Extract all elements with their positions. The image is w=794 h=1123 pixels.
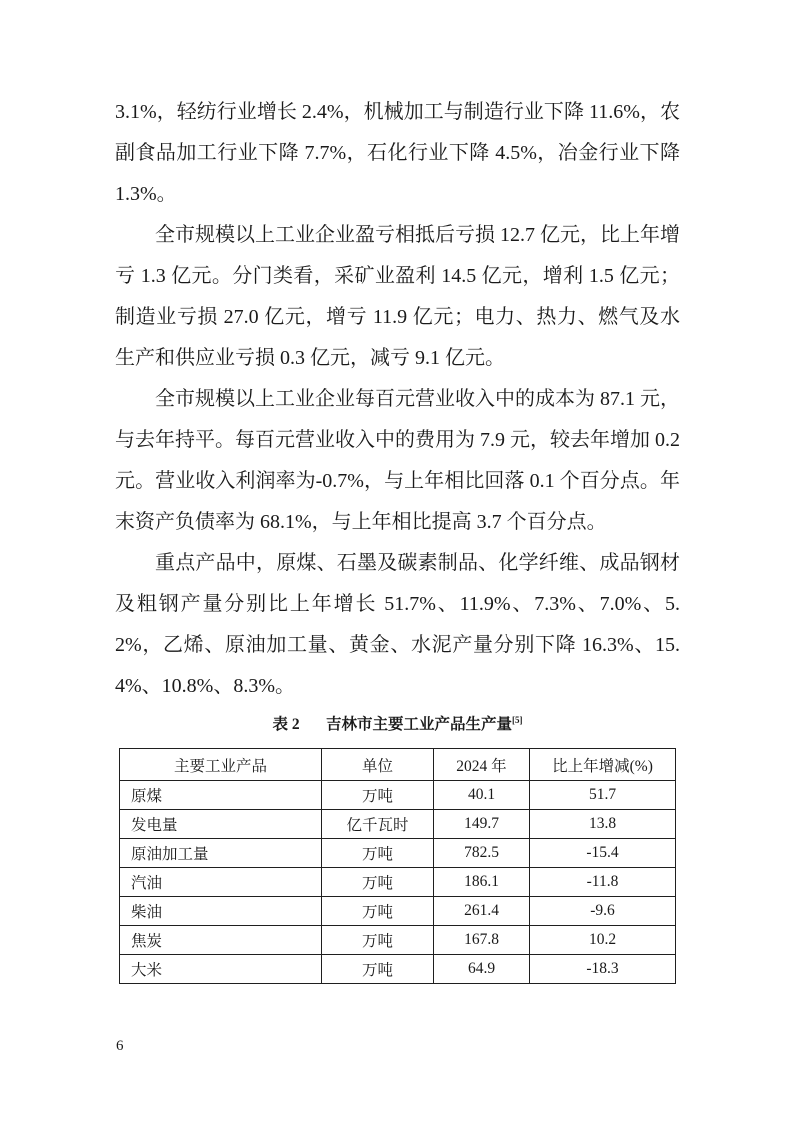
- column-header-4: 比上年增减(%): [530, 749, 676, 781]
- value-2024: 149.7: [434, 810, 530, 839]
- table-footnote-ref: [5]: [512, 714, 523, 725]
- table-label: 表 2: [272, 716, 300, 733]
- value-2024: 64.9: [434, 955, 530, 984]
- table-row-6: [120, 926, 676, 955]
- table-row-5: [120, 897, 676, 926]
- value-2024: 40.1: [434, 781, 530, 810]
- column-header-1: 主要工业产品: [120, 749, 322, 781]
- yoy-change: 51.7: [530, 781, 676, 810]
- value-2024: 261.4: [434, 897, 530, 926]
- table-row-4: [120, 868, 676, 897]
- value-2024: 186.1: [434, 868, 530, 897]
- product-name: 焦炭: [120, 926, 322, 955]
- unit: 万吨: [322, 781, 434, 810]
- industrial-products-table: [119, 748, 676, 984]
- table-header: [120, 749, 676, 781]
- unit: 万吨: [322, 839, 434, 868]
- unit: 万吨: [322, 955, 434, 984]
- paragraph-4: 重点产品中，原煤、石墨及碳素制品、化学纤维、成品钢材及粗钢产量分别比上年增长 51.7%、11.9%、7.3%、7.0%、5.2%，乙烯、原油加工量、黄金、水泥产量分别下降 16.3%、15.4%、10.8%、8.3%。: [115, 552, 680, 697]
- header-row: [120, 749, 676, 781]
- column-header-3: 2024 年: [434, 749, 530, 781]
- paragraph-2: 全市规模以上工业企业盈亏相抵后亏损 12.7 亿元，比上年增亏 1.3 亿元。分门类看，采矿业盈利 14.5 亿元，增利 1.5 亿元；制造业亏损 27.0 亿元，增亏 11.9 亿元；电力、热力、燃气及水生产和供应业亏损 0.3 亿元，减亏 9.1 亿元。: [115, 224, 680, 369]
- paragraph-1: 3.1%，轻纺行业增长 2.4%，机械加工与制造行业下降 11.6%，农副食品加工行业下降 7.7%，石化行业下降 4.5%，冶金行业下降 1.3%。: [115, 101, 680, 205]
- table-row-3: [120, 839, 676, 868]
- product-name: 大米: [120, 955, 322, 984]
- unit: 万吨: [322, 926, 434, 955]
- product-name: 原油加工量: [120, 839, 322, 868]
- yoy-change: 13.8: [530, 810, 676, 839]
- body-paragraphs: [115, 92, 680, 707]
- product-name: 发电量: [120, 810, 322, 839]
- table-row-1: [120, 781, 676, 810]
- yoy-change: 10.2: [530, 926, 676, 955]
- product-name: 原煤: [120, 781, 322, 810]
- column-header-2: 单位: [322, 749, 434, 781]
- yoy-change: -18.3: [530, 955, 676, 984]
- paragraph-3: 全市规模以上工业企业每百元营业收入中的成本为 87.1 元，与去年持平。每百元营业收入中的费用为 7.9 元，较去年增加 0.2 元。营业收入利润率为-0.7%，与上年相比回落 0.1 个百分点。年末资产负债率为 68.1%，与上年相比提高 3.7 个百分点。: [115, 388, 680, 533]
- table-caption: [115, 714, 680, 736]
- unit: 万吨: [322, 897, 434, 926]
- page-content: [115, 92, 680, 984]
- yoy-change: -15.4: [530, 839, 676, 868]
- page-number: 6: [116, 1038, 124, 1054]
- unit: 万吨: [322, 868, 434, 897]
- yoy-change: -9.6: [530, 897, 676, 926]
- unit: 亿千瓦时: [322, 810, 434, 839]
- table-row-7: [120, 955, 676, 984]
- table-body: [120, 781, 676, 984]
- product-name: 柴油: [120, 897, 322, 926]
- product-name: 汽油: [120, 868, 322, 897]
- value-2024: 782.5: [434, 839, 530, 868]
- table-row-2: [120, 810, 676, 839]
- value-2024: 167.8: [434, 926, 530, 955]
- yoy-change: -11.8: [530, 868, 676, 897]
- table-title: 吉林市主要工业产品生产量: [325, 716, 512, 733]
